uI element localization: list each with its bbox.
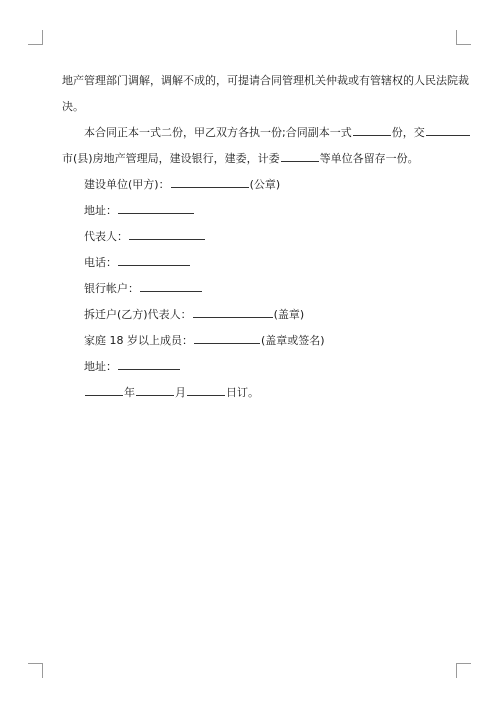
phone-blank[interactable] <box>118 253 190 266</box>
bank-account-blank[interactable] <box>140 279 202 292</box>
city-blank[interactable] <box>426 123 470 136</box>
paragraph-copies-line1 <box>62 120 442 146</box>
party-b-suffix: (盖章) <box>273 308 305 321</box>
paragraph-copies-line2 <box>62 146 442 172</box>
field-representative <box>62 224 442 250</box>
day-blank[interactable] <box>187 383 225 396</box>
family-blank[interactable] <box>194 331 260 344</box>
address2-label: 地址： <box>84 360 117 373</box>
party-a-blank[interactable] <box>171 175 249 188</box>
copies-text1: 本合同正本一式二份，甲乙双方各执一份;合同副本一式 <box>84 126 352 139</box>
party-a-suffix: (公章) <box>249 178 281 191</box>
copies-text3: 市(县)房地产管理局，建设银行，建委，计委 <box>62 152 280 165</box>
day-label: 日订。 <box>226 386 259 399</box>
representative-label: 代表人： <box>84 230 128 243</box>
party-b-blank[interactable] <box>193 305 273 318</box>
paragraph-dispute-line1 <box>62 68 469 94</box>
party-b-label: 拆迁户(乙方)代表人： <box>84 308 192 321</box>
paragraph-dispute-line2 <box>62 94 442 120</box>
month-label: 月 <box>175 386 186 399</box>
field-party-a <box>62 172 442 198</box>
year-label: 年 <box>124 386 135 399</box>
field-phone <box>62 250 442 276</box>
copies-text4: 等单位各留存一份。 <box>319 152 419 165</box>
address-label: 地址： <box>84 204 117 217</box>
field-address <box>62 198 442 224</box>
crop-mark-top-right <box>456 30 471 45</box>
representative-blank[interactable] <box>129 227 205 240</box>
bank-account-label: 银行帐户： <box>84 282 139 295</box>
family-suffix: (盖章或签名) <box>261 334 325 347</box>
field-family-members <box>62 328 442 354</box>
field-address-2 <box>62 354 442 380</box>
paragraph-dispute-text1: 地产管理部门调解，调解不成的，可提请合同管理机关仲裁或有管辖权的人民法院裁 <box>62 74 469 87</box>
field-party-b <box>62 302 442 328</box>
address-blank[interactable] <box>118 201 194 214</box>
copies-text2: 份，交 <box>391 126 425 139</box>
crop-mark-top-left <box>28 30 43 45</box>
family-label: 家庭 18 岁以上成员： <box>84 334 193 347</box>
crop-mark-bottom-right <box>456 663 471 678</box>
party-a-label: 建设单位(甲方)： <box>84 178 170 191</box>
contract-body <box>62 68 469 406</box>
address2-blank[interactable] <box>118 357 180 370</box>
year-blank[interactable] <box>85 383 123 396</box>
crop-mark-bottom-left <box>28 663 43 678</box>
paragraph-dispute-text2: 决。 <box>62 100 84 113</box>
month-blank[interactable] <box>136 383 174 396</box>
phone-label: 电话： <box>84 256 117 269</box>
field-bank-account <box>62 276 442 302</box>
copies-count-blank[interactable] <box>353 123 391 136</box>
other-units-blank[interactable] <box>281 149 319 162</box>
date-line <box>62 380 442 406</box>
